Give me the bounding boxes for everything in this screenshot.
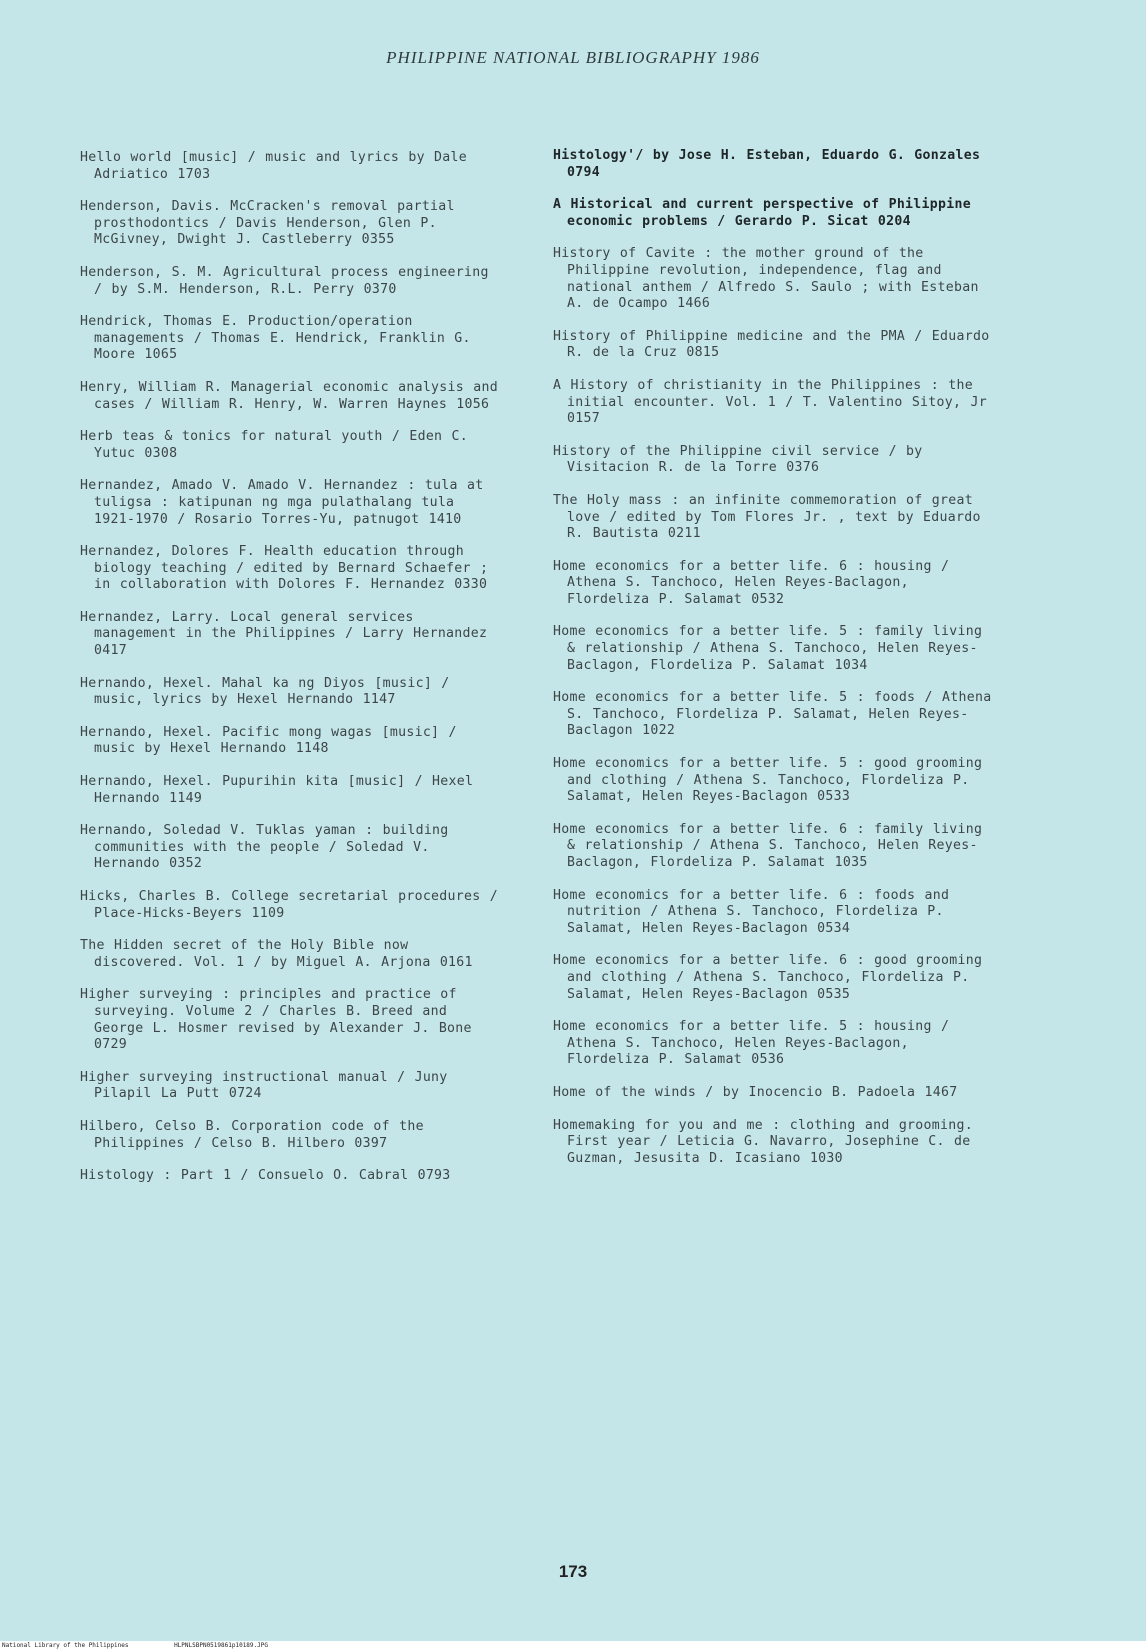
bibliography-entry: Herb teas & tonics for natural youth / Eden C. Yutuc 0308 xyxy=(80,429,469,461)
bibliography-entry: Henderson, Davis. McCracken's removal partial prosthodontics / Davis Henderson, Glen P. McGivney, Dwight J. Castleberry 0355 xyxy=(80,199,455,248)
bibliography-entry: Hernandez, Larry. Local general services management in the Philippines / Larry Hernandez 0417 xyxy=(80,609,488,659)
bibliography-entry: Home economics for a better life. 6 : foods and nutrition / Athena S. Tanchoco, Flordeliza P. Salamat, Helen Reyes-Baclagon 0534 xyxy=(553,887,950,936)
bibliography-entry: Home economics for a better life. 6 : housing / Athena S. Tanchoco, Helen Reyes-Baclagon, Flordeliza P. Salamat 0532 xyxy=(553,558,950,607)
bibliography-entry: History of Cavite : the mother ground of the Philippine revolution, independence, flag and national anthem / Alfredo S. Saulo ; with Esteban A. de Ocampo 1466 xyxy=(553,246,979,312)
bibliography-entry: Homemaking for you and me : clothing and grooming. First year / Leticia G. Navarro, Josephine C. de Guzman, Jesusita D. Icasiano 1030 xyxy=(553,1117,973,1166)
bibliography-entry: Home of the winds / by Inocencio B. Padoela 1467 xyxy=(553,1084,958,1100)
bibliography-entry: Hernando, Soledad V. Tuklas yaman : building communities with the people / Soledad V. Hernando 0352 xyxy=(80,823,449,872)
bibliography-entry: A Historical and current perspective of Philippine economic problems / Gerardo P. Sicat 0204 xyxy=(553,197,971,229)
right-column xyxy=(553,148,993,1183)
bibliography-entry: Hernandez, Dolores F. Health education through biology teaching / edited by Bernard Schaefer ; in collaboration with Dolores F. Hernandez 0330 xyxy=(80,544,489,593)
bibliography-entry: Hendrick, Thomas E. Production/operation managements / Thomas E. Hendrick, Franklin G. Moore 1065 xyxy=(80,314,471,363)
bibliography-entry: History of Philippine medicine and the PMA / Eduardo R. de la Cruz 0815 xyxy=(553,328,990,361)
bibliography-entry: Henry, William R. Managerial economic analysis and cases / William R. Henry, W. Warren Haynes 1056 xyxy=(80,379,498,412)
bibliography-entry: Home economics for a better life. 6 : good grooming and clothing / Athena S. Tanchoco, Flordeliza P. Salamat, Helen Reyes-Baclagon 0535 xyxy=(553,953,983,1002)
bibliography-entry: Home economics for a better life. 5 : foods / Athena S. Tanchoco, Flordeliza P. Salamat, Helen Reyes-Baclagon 1022 xyxy=(553,690,992,739)
bibliography-entry: Hicks, Charles B. College secretarial procedures / Place-Hicks-Beyers 1109 xyxy=(80,889,498,921)
bibliography-entry: Home economics for a better life. 5 : housing / Athena S. Tanchoco, Helen Reyes-Baclagon, Flordeliza P. Salamat 0536 xyxy=(553,1019,950,1068)
bibliography-entry: Home economics for a better life. 6 : family living & relationship / Athena S. Tanchoco, Helen Reyes-Baclagon, Flordeliza P. Salamat 1035 xyxy=(553,821,983,870)
footer-file-id: HLPNLSBPN0519861p10189.JPG xyxy=(174,1642,268,1649)
bibliography-entry: Hernando, Hexel. Mahal ka ng Diyos [music] / music, lyrics by Hexel Hernando 1147 xyxy=(80,675,450,708)
bibliography-entry: Hernando, Hexel. Pupurihin kita [music] / Hexel Hernando 1149 xyxy=(80,774,474,806)
bibliography-entry: Higher surveying : principles and practice of surveying. Volume 2 / Charles B. Breed and George L. Hosmer revised by Alexander J. Bone 0729 xyxy=(80,987,472,1053)
bibliography-entry: A History of christianity in the Philippines : the initial encounter. Vol. 1 / T. Valentino Sitoy, Jr 0157 xyxy=(553,377,987,427)
bibliography-entry: Hilbero, Celso B. Corporation code of the Philippines / Celso B. Hilbero 0397 xyxy=(80,1118,424,1151)
bibliography-entry: Home economics for a better life. 5 : family living & relationship / Athena S. Tanchoco, Helen Reyes-Baclagon, Flordeliza P. Salamat 1034 xyxy=(553,624,983,673)
bibliography-entry: Hernando, Hexel. Pacific mong wagas [music] / music by Hexel Hernando 1148 xyxy=(80,724,457,757)
footer-library: National Library of the Philippines xyxy=(2,1642,129,1649)
bibliography-entry: Hello world [music] / music and lyrics by Dale Adriatico 1703 xyxy=(80,150,468,182)
bibliography-entry: Histology : Part 1 / Consuelo O. Cabral 0793 xyxy=(80,1168,451,1184)
bibliography-entry: Home economics for a better life. 5 : good grooming and clothing / Athena S. Tanchoco, Flordeliza P. Salamat, Helen Reyes-Baclagon 0533 xyxy=(553,756,983,805)
bibliography-entry: Histology'/ by Jose H. Esteban, Eduardo G. Gonzales 0794 xyxy=(553,148,981,180)
bibliography-entry: History of the Philippine civil service / by Visitacion R. de la Torre 0376 xyxy=(553,443,923,476)
page-number: 173 xyxy=(558,1562,588,1581)
bibliography-entry: The Holy mass : an infinite commemoration of great love / edited by Tom Flores Jr. , text by Eduardo R. Bautista 0211 xyxy=(553,492,981,542)
page-header: PHILIPPINE NATIONAL BIBLIOGRAPHY 1986 xyxy=(386,48,760,67)
bibliography-entry: Hernandez, Amado V. Amado V. Hernandez : tula at tuligsa : katipunan ng mga pulathalang tula 1921-1970 / Rosario Torres-Yu, patnugot 1410 xyxy=(80,478,484,527)
bibliography-entry: Higher surveying instructional manual / Juny Pilapil La Putt 0724 xyxy=(80,1069,448,1102)
left-column xyxy=(80,150,500,1201)
bibliography-entry: Henderson, S. M. Agricultural process engineering / by S.M. Henderson, R.L. Perry 0370 xyxy=(80,264,489,297)
scan-footer xyxy=(0,1641,1146,1650)
bibliography-entry: The Hidden secret of the Holy Bible now discovered. Vol. 1 / by Miguel A. Arjona 0161 xyxy=(80,938,473,970)
